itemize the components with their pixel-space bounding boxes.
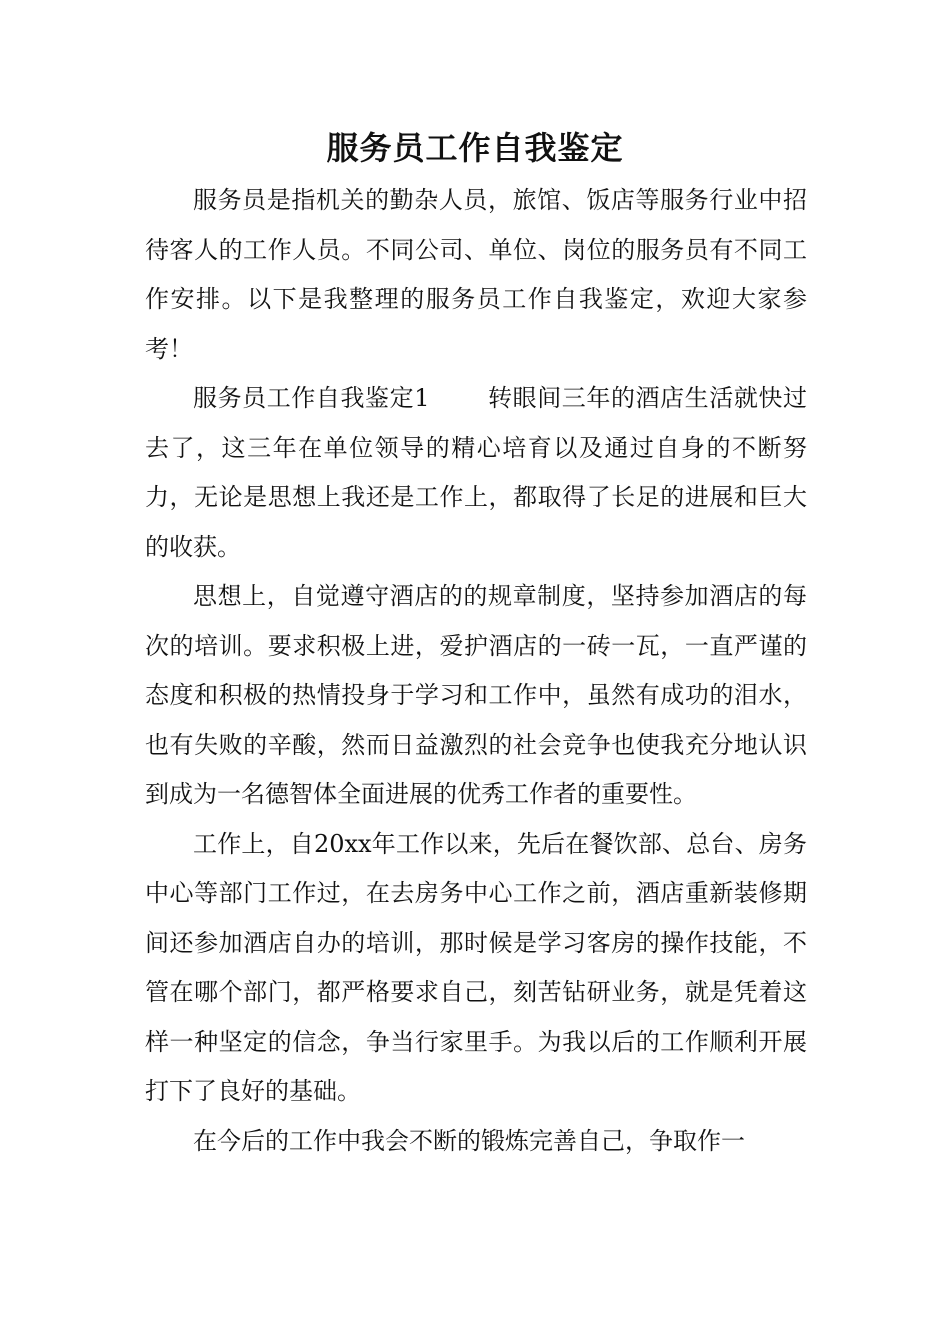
document-body xyxy=(145,176,807,1166)
work-paragraph: 工作上，自20xx年工作以来，先后在餐饮部、总台、房务中心等部门工作过，在去房务中心工作之前，酒店重新装修期间还参加酒店自办的培训，那时候是学习客房的操作技能，不管在哪个部门，都严格要求自己，刻苦钻研业务，就是凭着这样一种坚定的信念，争当行家里手。为我以后的工作顺利开展打下了良好的基础。 xyxy=(145,829,807,1105)
section-first-text: 转眼间三年的酒店生活就快过去了，这三年在单位领导的精心培育以及通过自身的不断努力，无论是思想上我还是工作上，都取得了长足的进展和巨大的收获。 xyxy=(145,384,807,561)
thought-paragraph: 思想上，自觉遵守酒店的的规章制度，坚持参加酒店的每次的培训。要求积极上进，爱护酒店的一砖一瓦，一直严谨的态度和积极的热情投身于学习和工作中，虽然有成功的泪水，也有失败的辛酸，然而日益激烈的社会竞争也使我充分地认识到成为一名德智体全面进展的优秀工作者的重要性。 xyxy=(145,582,807,808)
section-heading: 服务员工作自我鉴定1 xyxy=(193,384,430,412)
section-paragraph xyxy=(145,374,807,572)
document-title: 服务员工作自我鉴定 xyxy=(326,129,624,167)
future-paragraph: 在今后的工作中我会不断的锻炼完善自己，争取作一 xyxy=(193,1126,745,1155)
intro-paragraph: 服务员是指机关的勤杂人员，旅馆、饭店等服务行业中招待客人的工作人员。不同公司、单位、岗位的服务员有不同工作安排。以下是我整理的服务员工作自我鉴定，欢迎大家参考！ xyxy=(145,186,807,363)
